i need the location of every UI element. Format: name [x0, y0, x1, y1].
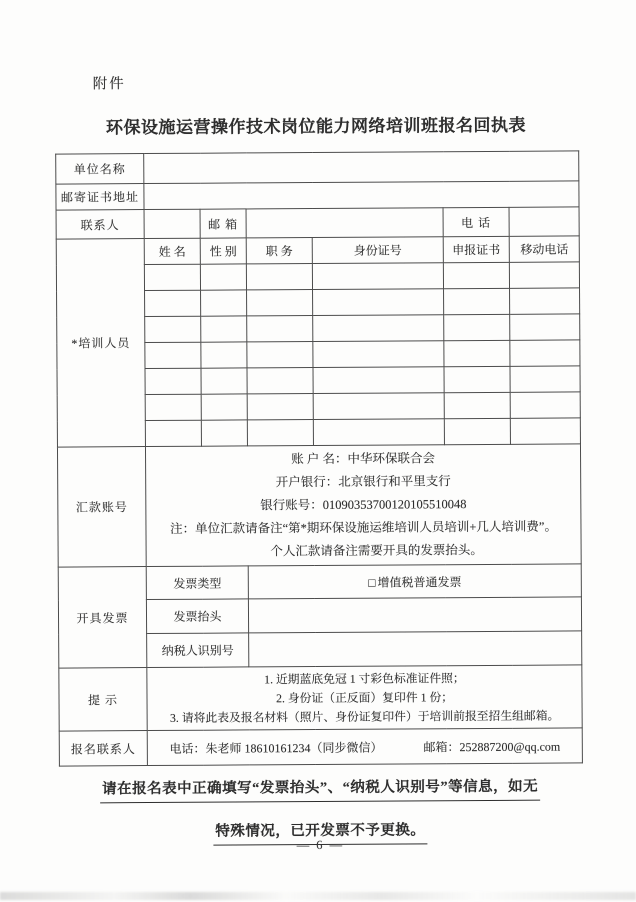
taxpayer-id-label: 纳税人识别号 [147, 633, 249, 668]
col-header-certificate: 申报证书 [443, 236, 509, 262]
contact-row [56, 207, 579, 239]
vat-invoice-checkbox: □ [368, 575, 376, 590]
contact-value-cell [144, 209, 200, 238]
remittance-label: 汇款账号 [57, 447, 146, 568]
tip-item-3: 3. 请将此表及报名材料（照片、身份证复印件）于培训前报至招生组邮箱。 [169, 708, 560, 725]
email-value-cell [246, 208, 443, 238]
vat-invoice-option-label: 增值税普通发票 [377, 574, 462, 590]
footer-warning-line-2: 特殊情况，已开发票不予更换。 [213, 819, 427, 845]
tips-cell [147, 665, 582, 731]
invoice-label: 开具发票 [58, 567, 147, 669]
col-header-id-number: 身份证号 [312, 237, 443, 264]
registration-contact-label: 报名联系人 [59, 731, 147, 767]
invoice-type-label: 发票类型 [146, 566, 248, 600]
remittance-details-cell [145, 444, 581, 567]
remittance-row [57, 444, 581, 567]
unit-name-row [56, 151, 579, 184]
remittance-note-1: 注：单位汇款请备注“第*期环保设施运维培训人员培训+几人培训费”。 [170, 519, 557, 536]
mail-address-row [56, 181, 579, 210]
col-header-position: 职 务 [246, 238, 312, 264]
remittance-account-name: 账 户 名：中华环保联合会 [291, 451, 436, 467]
unit-name-label: 单位名称 [56, 154, 144, 185]
footer-warning-line-1: 请在报名表中正确填写“发票抬头”、“纳税人识别号”等信息，如无 [100, 776, 540, 804]
mail-address-label: 邮寄证书地址 [56, 184, 144, 211]
remittance-bank: 开户银行：北京银行和平里支行 [275, 474, 451, 490]
registration-contact-row [59, 728, 582, 766]
col-header-name: 姓 名 [144, 238, 200, 264]
page-title: 环保设施运营操作技术岗位能力网络培训班报名回执表 [105, 115, 527, 138]
remittance-note-2: 个人汇款请备注需要开具的发票抬头。 [270, 542, 483, 559]
email-label: 邮 箱 [200, 209, 246, 238]
remittance-account-no: 银行账号：01090353700120105510048 [260, 497, 467, 513]
registration-contact-email: 邮箱：252887200@qq.com [423, 739, 561, 754]
tip-item-2: 2. 身份证（正反面）复印件 1 份； [276, 689, 454, 705]
col-header-gender: 性 别 [200, 238, 246, 264]
registration-contact-cell [147, 728, 582, 766]
unit-name-value-cell [144, 151, 579, 184]
mail-address-value-cell [144, 181, 579, 210]
col-header-mobile: 移动电话 [509, 236, 579, 262]
invoice-title-label: 发票抬头 [146, 599, 248, 634]
invoice-title-value-cell [248, 597, 581, 633]
attachment-label: 附件 [92, 76, 126, 93]
page-number: — 6 — [296, 837, 345, 853]
trainee-header-row [56, 236, 579, 265]
phone-value-cell [509, 207, 579, 236]
tips-row [59, 665, 582, 731]
taxpayer-id-value-cell [249, 631, 582, 667]
registration-contact-phone: 电话：朱老师 18610161234（同步微信） [169, 740, 383, 756]
contact-label: 联系人 [56, 210, 144, 240]
invoice-type-row [58, 564, 581, 600]
tip-item-1: 1. 近期蓝底免冠 1 寸彩色标准证件照； [264, 670, 465, 686]
invoice-type-value-cell [248, 564, 581, 599]
scan-edge-artifact [0, 892, 636, 900]
registration-form-table [55, 150, 583, 766]
trainees-label: *培训人员 [56, 239, 145, 448]
tips-label: 提 示 [59, 668, 147, 732]
phone-label: 电 话 [443, 207, 509, 236]
